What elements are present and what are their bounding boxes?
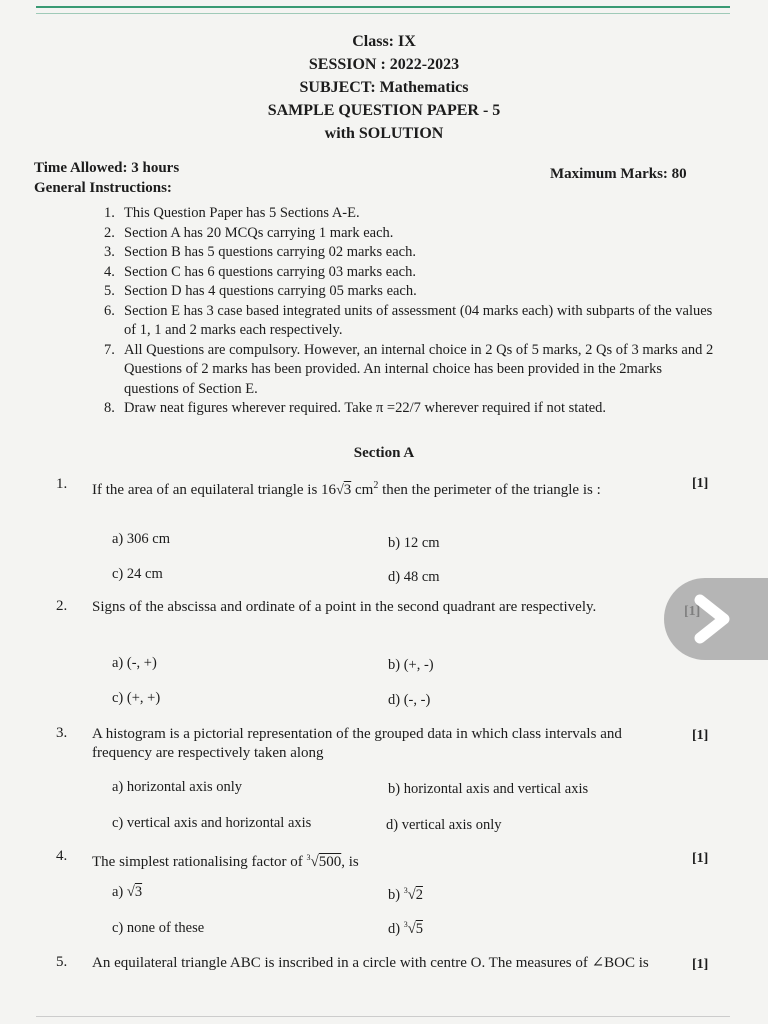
general-instructions-heading: General Instructions: [34,180,172,196]
option-a[interactable]: a) (-, +) [112,655,157,671]
option-c[interactable]: c) none of these [112,920,205,936]
option-a[interactable]: a) √3 [112,884,143,900]
option-b[interactable]: b) horizontal axis and vertical axis [388,781,589,797]
option-a[interactable]: a) 306 cm [112,531,170,547]
question-marks: [1] [692,728,709,743]
question-number: 4. [56,848,68,864]
question-marks: [1] [692,957,709,972]
question-text: The simplest rationalising factor of $^3$√500, is [92,853,359,870]
question-number: 2. [56,598,68,614]
option-c[interactable]: c) 24 cm [112,566,163,582]
maximum-marks: Maximum Marks: 80 [550,166,687,182]
instruction-item: 8. Draw neat figures wherever required. Take π =22/7 wherever required if not stated. [104,400,607,416]
subject-label: SUBJECT: Mathematics [299,79,469,96]
question-number: 3. [56,725,68,741]
instructions-list [104,204,714,419]
paper-title: SAMPLE QUESTION PAPER - 5 [267,102,501,119]
chevron-right-icon [686,594,742,644]
option-d[interactable]: d) vertical axis only [386,817,502,833]
top-divider-secondary [36,13,730,14]
paper-header [0,30,768,145]
with-solution-label: with SOLUTION [324,125,444,142]
time-allowed: Time Allowed: 3 hours [34,160,180,176]
instruction-item: 1. This Question Paper has 5 Sections A-E. [104,205,360,221]
option-c[interactable]: c) vertical axis and horizontal axis [112,815,312,831]
option-d[interactable]: d) 48 cm [388,569,440,585]
option-b[interactable]: b) $^3$√2 [388,886,423,903]
option-d[interactable]: d) $^3$√5 [388,920,423,937]
bottom-divider [36,1016,730,1017]
option-b[interactable]: b) (+, -) [388,657,434,673]
instruction-item: 4. Section C has 6 questions carrying 03 marks each. [104,263,416,280]
instruction-item: 2. Section A has 20 MCQs carrying 1 mark each. [104,224,394,241]
meta-left [34,158,179,198]
question-number: 5. [56,954,68,970]
question-text: Signs of the abscissa and ordinate of a point in the second quadrant are respectively. [92,599,597,615]
option-a[interactable]: a) horizontal axis only [112,779,243,795]
question-text: A histogram is a pictorial representation of the grouped data in which class intervals and frequency are respectively taken along [92,726,622,761]
option-b[interactable]: b) 12 cm [388,535,440,551]
next-page-button[interactable] [664,578,768,660]
question-marks: [1] [692,851,709,866]
option-d[interactable]: d) (-, -) [388,692,431,708]
class-label: Class: IX [352,33,416,50]
instruction-item: 7. All Questions are compulsory. However, an internal choice in 2 Qs of 5 marks, 2 Qs of 3 marks and 2 Questions of 2 marks has been provided. An internal choice has been provided in the 2marks questions of Section E. [104,341,714,397]
instruction-item: 5. Section D has 4 questions carrying 05 marks each. [104,283,417,299]
option-c[interactable]: c) (+, +) [112,690,161,706]
top-divider [36,6,730,8]
instruction-item: 6. Section E has 3 case based integrated units of assessment (04 marks each) with subparts of the values of 1, 1 and 2 marks each respectively. [104,302,713,338]
question-text: An equilateral triangle ABC is inscribed in a circle with centre O. The measures of ∠BOC is [92,955,649,971]
question-text: If the area of an equilateral triangle is 16√3 $cm^2$ then the perimeter of the triangle is : [92,480,601,498]
section-a-heading: Section A [353,445,415,461]
question-marks: [1] [692,476,709,491]
question-number: 1. [56,476,68,492]
session-label: SESSION : 2022-2023 [308,56,460,73]
instruction-item: 3. Section B has 5 questions carrying 02 marks each. [104,244,416,260]
